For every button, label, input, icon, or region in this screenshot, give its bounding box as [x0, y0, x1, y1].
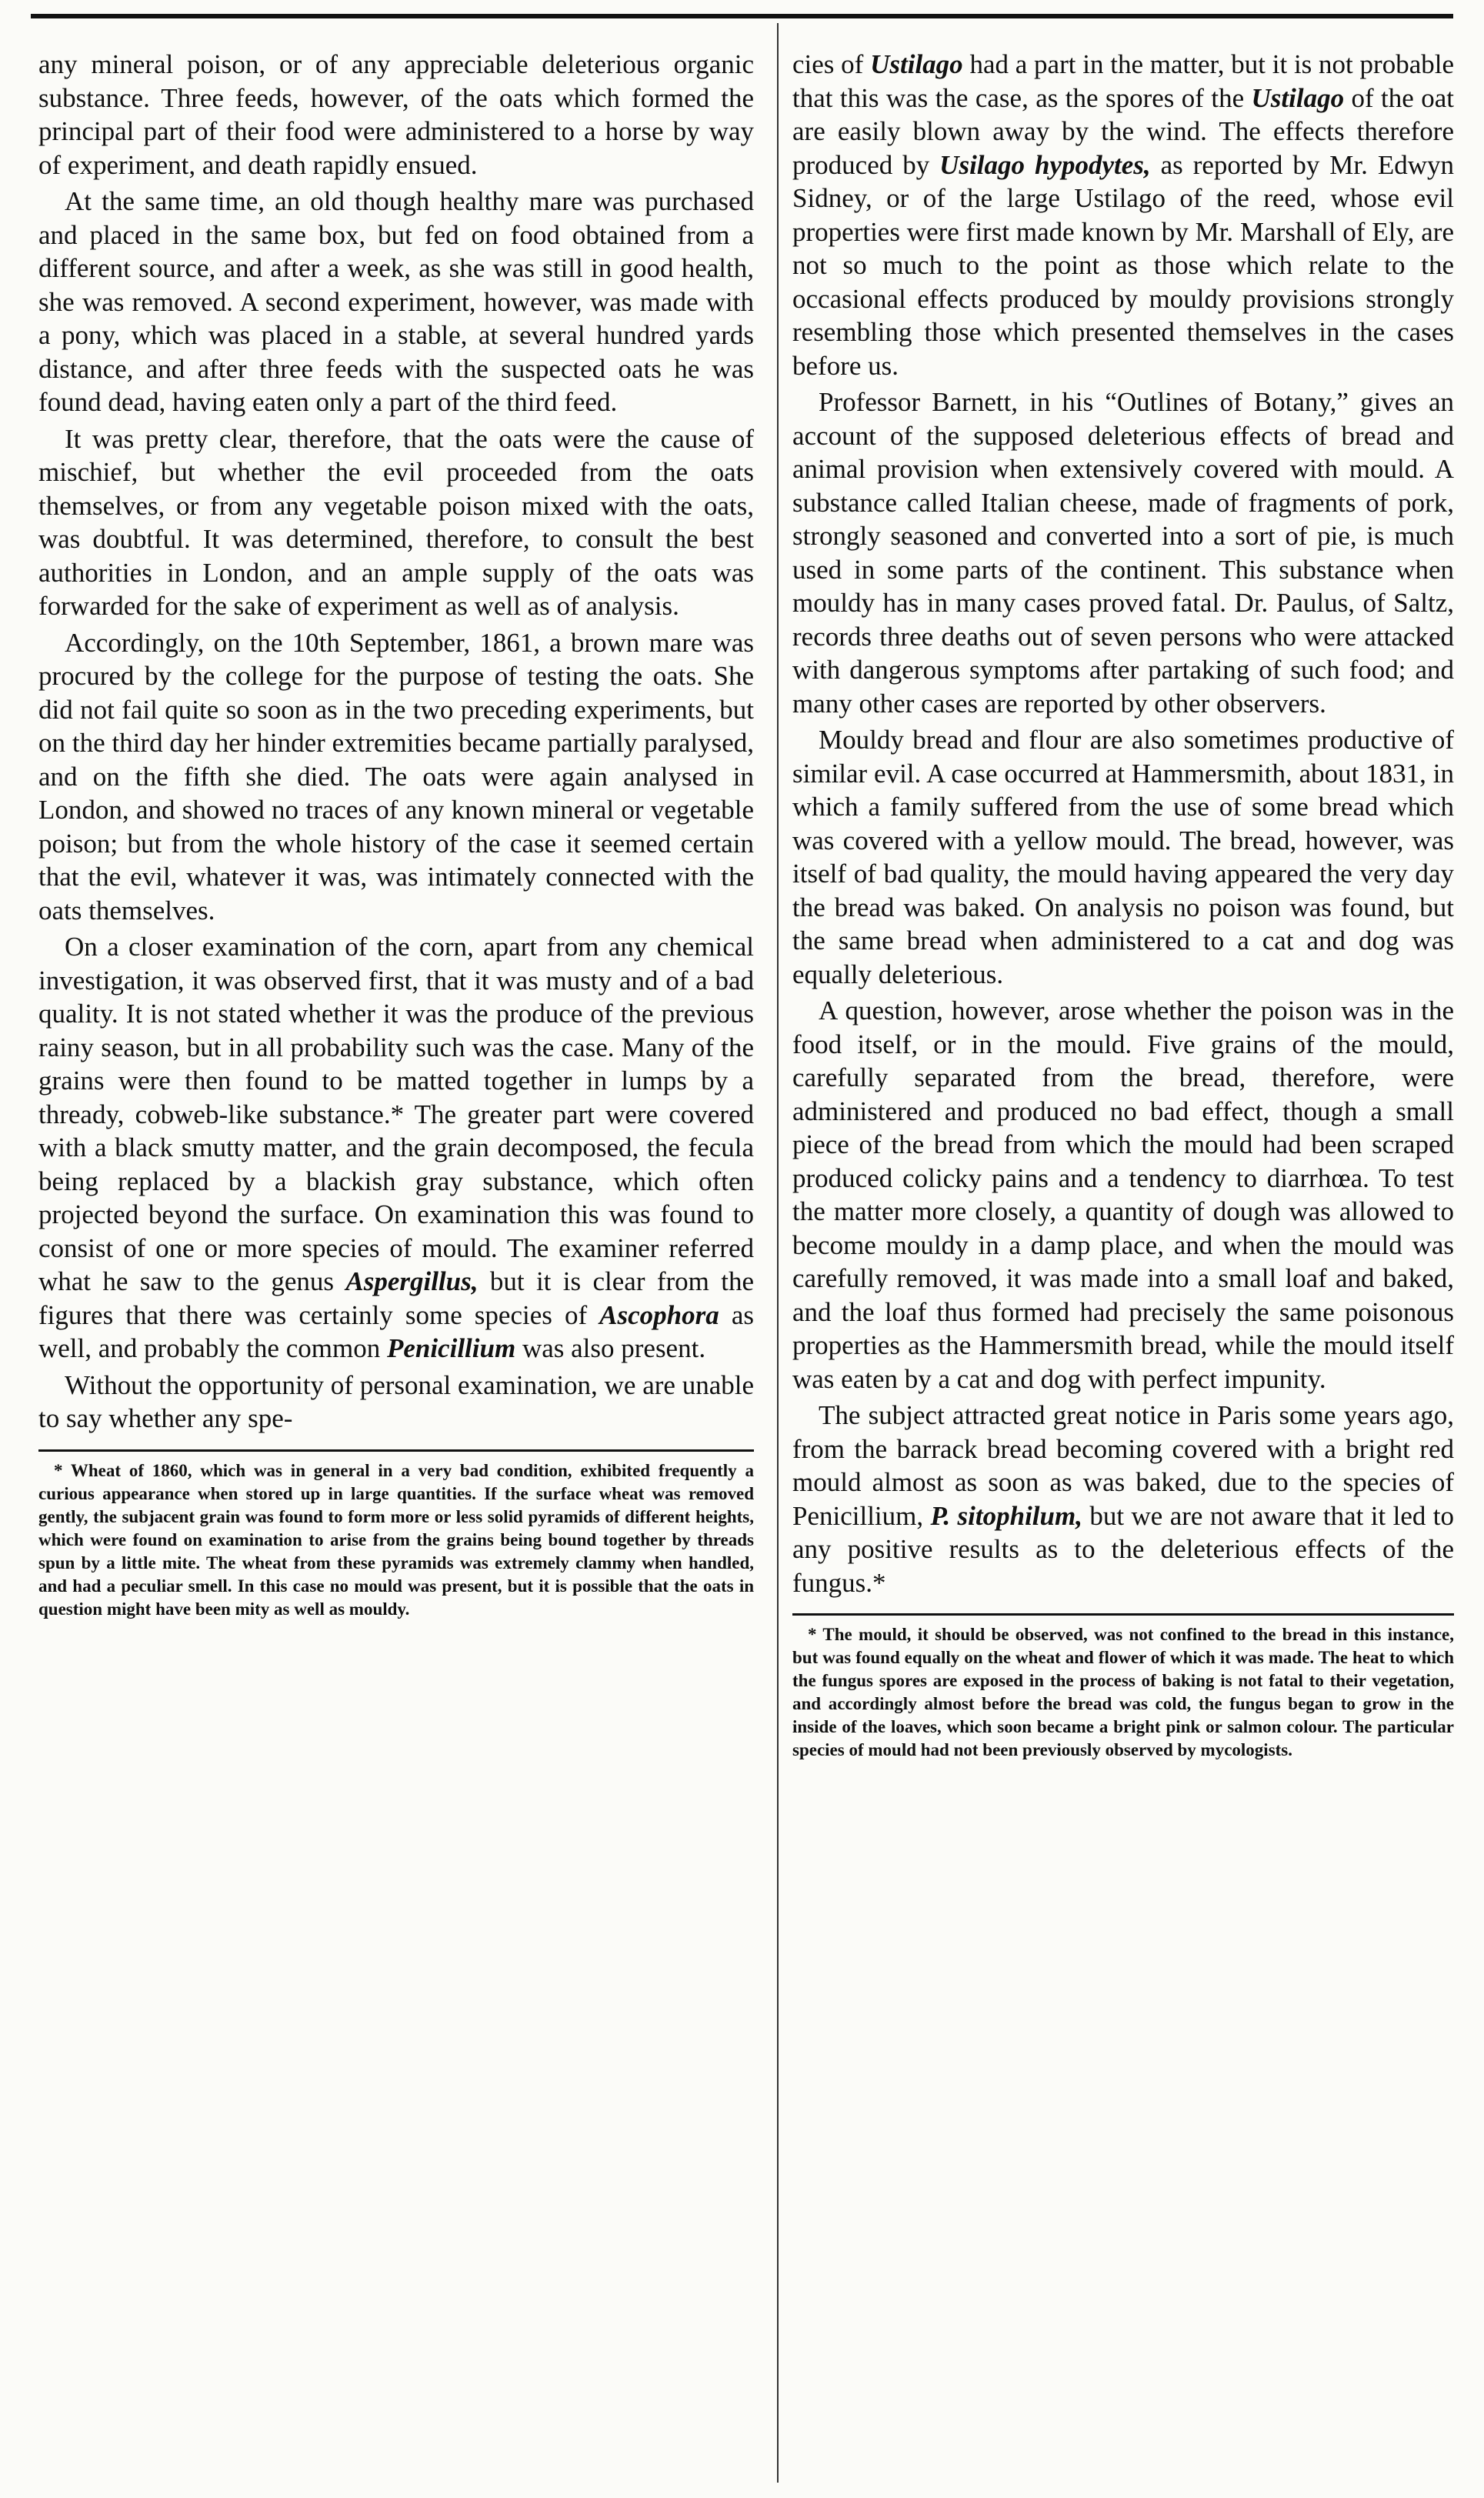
footnote-rule — [38, 1449, 754, 1452]
right-column — [792, 48, 1454, 1762]
paragraph-3: Mouldy bread and flour are also sometimes productive of similar evil. A case occurred at Hammersmith, about 1831, in which a family suffered from the use of some bread which was covered with a yellow mould. The bread, however, was itself of bad quality, the mould having appeared the very day the bread was baked. On analysis no poison was found, but the same bread when administered to a cat and dog was equally deleterious. — [792, 725, 1454, 989]
left-column — [38, 48, 754, 1621]
paragraph-2: Professor Barnett, in his “Outlines of Botany,” gives an account of the supposed deleterious effects of bread and animal provision when extensively covered with mould. A substance called Italian cheese, made of fragments of pork, strongly seasoned and converted into a sort of pie, is much used in some parts of the continent. This substance when mouldy has in many cases proved fatal. Dr. Paulus, of Saltz, records three deaths out of seven persons who were attacked with dangerous symptoms after partaking of such food; and many other cases are reported by other observers. — [792, 387, 1454, 719]
text-run: cies of — [792, 49, 871, 79]
footnote-rule — [792, 1613, 1454, 1616]
text-run: The subject attracted great notice in Paris some years ago, from the barrack bread becoming covered with a bright red mould almost as soon as was baked, due to the species of Penicillium, — [792, 1400, 1454, 1531]
footnote-text: * The mould, it should be observed, was not confined to the bread in this instance, but was found equally on the wheat and flower of which it was made. The heat to which the fungus spores are exposed in the process of baking is not fatal to their vegetation, and accordingly almost before the bread was cold, the fungus began to grow in the inside of the loaves, which soon became a bright pink or salmon colour. The particular species of mould had not been previously observed by mycologists. — [792, 1625, 1454, 1759]
paragraph-4: A question, however, arose whether the poison was in the food itself, or in the mould. Five grains of the mould, carefully separated from the bread, therefore, were administered and produced no bad effect, though a small piece of the bread from which the mould had been scraped produced colicky pains and a tendency to diarrhœa. To test the matter more closely, a quantity of dough was allowed to become mouldy in a damp place, and when the mould was carefully removed, it was made into a small loaf and baked, and the loaf thus formed had precisely the same poisonous properties as the Hammersmith bread, while the mould itself was eaten by a cat and dog with perfect impunity. — [792, 996, 1454, 1394]
genus-name: Penicillium — [386, 1333, 516, 1363]
paragraph-2: At the same time, an old though healthy mare was purchased and placed in the same box, but fed on food obtained from a different source, and after a week, as she was still in good health, she was removed. A second experiment, however, was made with a pony, which was placed in a stable, at several hundred yards distance, and after three feeds with the suspected oats he was found dead, having eaten only a part of the third feed. — [38, 186, 754, 417]
top-rule — [31, 14, 1453, 18]
paragraph-6: Without the opportunity of personal examination, we are unable to say whether any spe- — [38, 1369, 754, 1433]
genus-name: Ustilago — [870, 49, 963, 79]
genus-name: Ascophora — [599, 1299, 719, 1330]
genus-name: Usilago hypodytes, — [939, 149, 1151, 180]
paragraph-1: any mineral poison, or of any appreciable deleterious organic substance. Three feeds, however, of the oats which formed the principal part of their food were administered to a horse by way of experiment, and death rapidly ensued. — [38, 49, 754, 180]
paragraph-5 — [38, 930, 754, 1366]
text-run: as well, and probably the common — [38, 1299, 754, 1363]
paragraph-3: It was pretty clear, therefore, that the oats were the cause of mischief, but whether the evil proceeded from the oats themselves, or from any vegetable poison mixed with the oats, was doubtful. It was determined, therefore, to consult the best authorities in London, and an ample supply of the oats was forwarded for the sake of experiment as well as of analysis. — [38, 423, 754, 621]
paragraph-5 — [792, 1399, 1454, 1599]
footnote-right — [792, 1623, 1454, 1762]
column-divider — [777, 23, 779, 2483]
footnote-left — [38, 1459, 754, 1621]
paragraph-4: Accordingly, on the 10th September, 1861, a brown mare was procured by the college for the purpose of testing the oats. She did not fail quite so soon as in the two preceding experiments, but on the third day her hinder extremities became partially paralysed, and on the fifth she died. The oats were again analysed in London, and showed no traces of any known mineral or vegetable poison; but from the whole history of the case it seemed certain that the evil, whatever it was, was intimately connected with the oats themselves. — [38, 627, 754, 925]
text-run: as reported by Mr. Edwyn Sidney, or of the large Ustilago of the reed, whose evil properties were first made known by Mr. Marshall of Ely, are not so much to the point as those which relate to the occasional effects produced by mouldy provisions strongly resembling those which presented themselves in the cases before us. — [792, 149, 1454, 381]
text-run: was also present. — [515, 1333, 706, 1363]
text-run: of the oat are easily blown away by the wind. The effects therefore produced by — [792, 82, 1454, 180]
text-run: had a part in the matter, but it is not probable that this was the case, as the spores of the — [792, 49, 1454, 113]
genus-name: Ustilago — [1251, 82, 1345, 113]
species-name: P. sitophilum, — [930, 1500, 1082, 1531]
paragraph-1 — [792, 48, 1454, 382]
text-run: On a closer examination of the corn, apart from any chemical investigation, it was observed first, that it was musty and of a bad quality. It is not stated whether it was the produce of the previous rainy season, but in all probability such was the case. Many of the grains were then found to be matted together in lumps by a thready, cobweb-like substance.* The greater part were covered with a black smutty matter, and the grain decomposed, the fecula being replaced by a blackish gray substance, which often projected beyond the surface. On examination this was found to consist of one or more species of mould. The examiner referred what he saw to the genus — [38, 932, 754, 1296]
genus-name: Aspergillus, — [345, 1266, 479, 1296]
footnote-text: * Wheat of 1860, which was in general in a very bad condition, exhibited frequently a curious appearance when stored up in large quantities. If the surface wheat was removed gently, the subjacent grain was found to form more or less solid pyramids of different heights, which were found on examination to arise from the grains being bound together by threads spun by a little mite. The wheat from these pyramids was extremely clammy when handled, and had a peculiar smell. In this case no mould was present, but it is possible that the oats in question might have been mity as well as mouldy. — [38, 1460, 754, 1619]
text-run: but it is clear from the figures that there was certainly some species of — [38, 1266, 755, 1330]
text-run: but we are not aware that it led to any positive results as to the deleterious effects of the fungus.* — [792, 1500, 1454, 1598]
